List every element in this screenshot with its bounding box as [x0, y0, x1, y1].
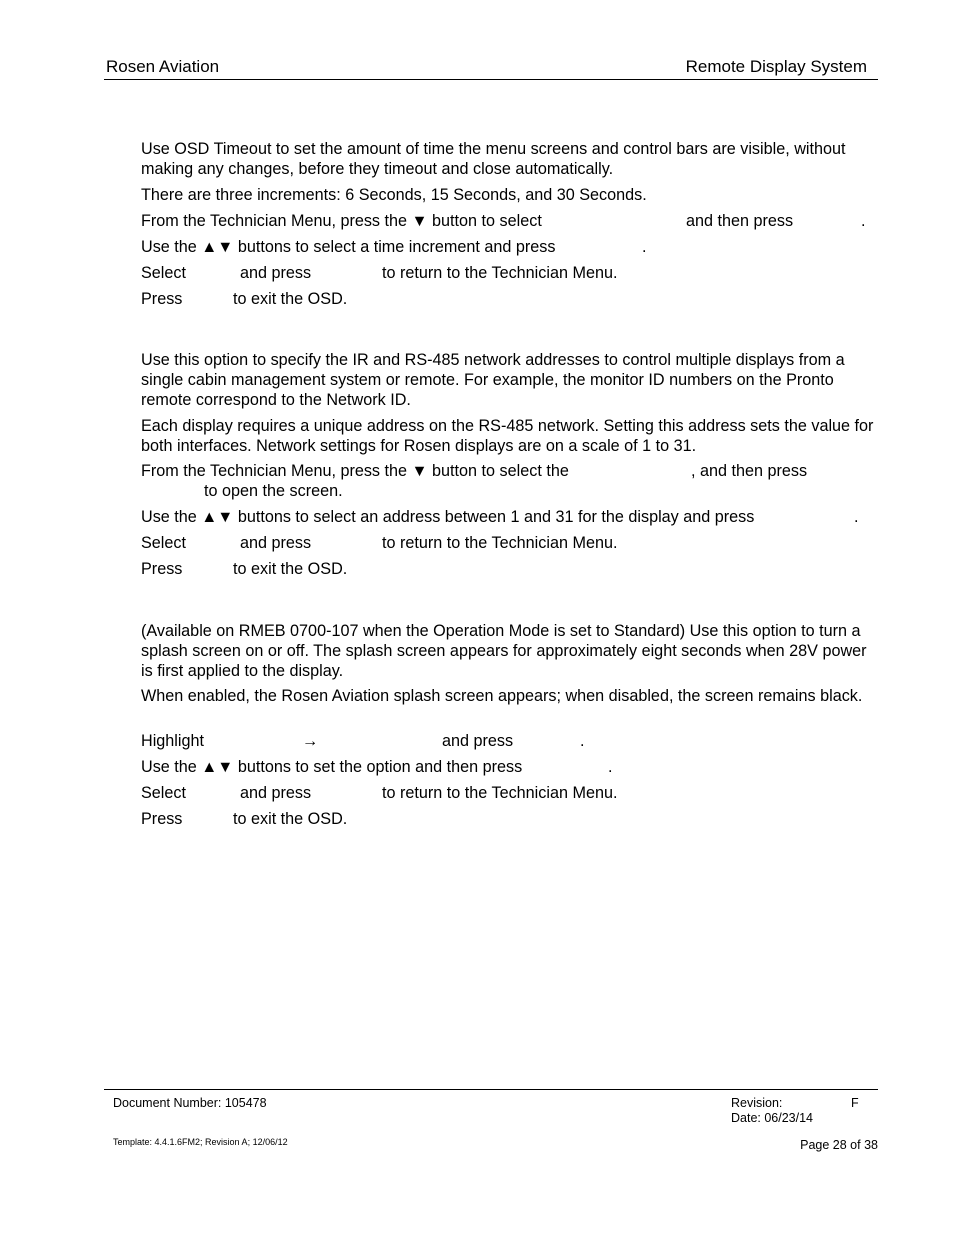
footer-rule [104, 1089, 878, 1090]
footer-doc-number: Document Number: 105478 [113, 1096, 267, 1110]
splash-intro: (Available on RMEB 0700-107 when the Operation Mode is set to Standard) Use this option to turn a splash screen on or off. The splash screen appears for approximately eight seconds when 28V power is first applied to the display. [141, 622, 867, 680]
footer-template: Template: 4.4.1.6FM2; Revision A; 12/06/12 [113, 1137, 288, 1147]
osd-timeout-step3-a: Select [141, 264, 186, 282]
network-id-step3-c: to return to the Technician Menu. [382, 534, 618, 552]
splash-step2-a: Use the ▲▼ buttons to set the option and then press [141, 758, 523, 776]
network-id-step3-b: and press [240, 534, 312, 552]
osd-timeout-step2-a: Use the ▲▼ buttons to select a time increment and press [141, 238, 556, 256]
splash-step4-b: to exit the OSD. [233, 810, 348, 828]
network-id-step1-b: , and then press [691, 462, 808, 480]
splash-step1-c: . [580, 732, 585, 750]
splash-enabled: When enabled, the Rosen Aviation splash screen appears; when disabled, the screen remains black. [141, 687, 863, 705]
network-id-step4-a: Press [141, 560, 183, 578]
header-rule [104, 79, 878, 80]
splash-step3-c: to return to the Technician Menu. [382, 784, 618, 802]
splash-step1-a: Highlight [141, 732, 204, 750]
osd-timeout-step1-c: . [861, 212, 866, 230]
osd-timeout-step3-b: and press [240, 264, 312, 282]
splash-step3-a: Select [141, 784, 186, 802]
osd-timeout-step1-b: and then press [686, 212, 794, 230]
header-company: Rosen Aviation [106, 57, 220, 76]
network-id-intro: Use this option to specify the IR and RS-485 network addresses to control multiple displays from a single cabin management system or remote. For example, the monitor ID numbers on the Pronto remote correspond to the Network ID. [141, 351, 845, 409]
network-id-step2-b: . [854, 508, 859, 526]
splash-step1-arrow: → [302, 732, 319, 750]
footer-date: Date: 06/23/14 [731, 1111, 814, 1125]
osd-timeout-step4-b: to exit the OSD. [233, 290, 348, 308]
osd-timeout-increments: There are three increments: 6 Seconds, 15 Seconds, and 30 Seconds. [141, 186, 647, 204]
osd-timeout-intro: Use OSD Timeout to set the amount of time the menu screens and control bars are visible, without making any changes, before they timeout and close automatically. [141, 140, 846, 178]
footer-page-number: Page 28 of 38 [800, 1138, 878, 1152]
network-id-step1-a: From the Technician Menu, press the ▼ button to select the [141, 462, 569, 480]
footer-revision-label: Revision: [731, 1096, 783, 1110]
network-id-step2-a: Use the ▲▼ buttons to select an address between 1 and 31 for the display and press [141, 508, 755, 526]
splash-step2-b: . [608, 758, 613, 776]
splash-step4-a: Press [141, 810, 183, 828]
footer-revision-value: F [851, 1096, 859, 1110]
osd-timeout-step1-a: From the Technician Menu, press the ▼ button to select [141, 212, 542, 230]
osd-timeout-step4-a: Press [141, 290, 183, 308]
network-id-step1-c: to open the screen. [204, 482, 343, 500]
network-id-step3-a: Select [141, 534, 186, 552]
splash-step1-b: and press [442, 732, 514, 750]
network-id-step4-b: to exit the OSD. [233, 560, 348, 578]
header-product: Remote Display System [685, 57, 867, 76]
network-id-unique: Each display requires a unique address on the RS-485 network. Setting this address sets the value for both interfaces. Network settings for Rosen displays are on a scale of 1 to 31. [141, 417, 874, 455]
splash-step3-b: and press [240, 784, 312, 802]
osd-timeout-step3-c: to return to the Technician Menu. [382, 264, 618, 282]
osd-timeout-step2-b: . [642, 238, 647, 256]
